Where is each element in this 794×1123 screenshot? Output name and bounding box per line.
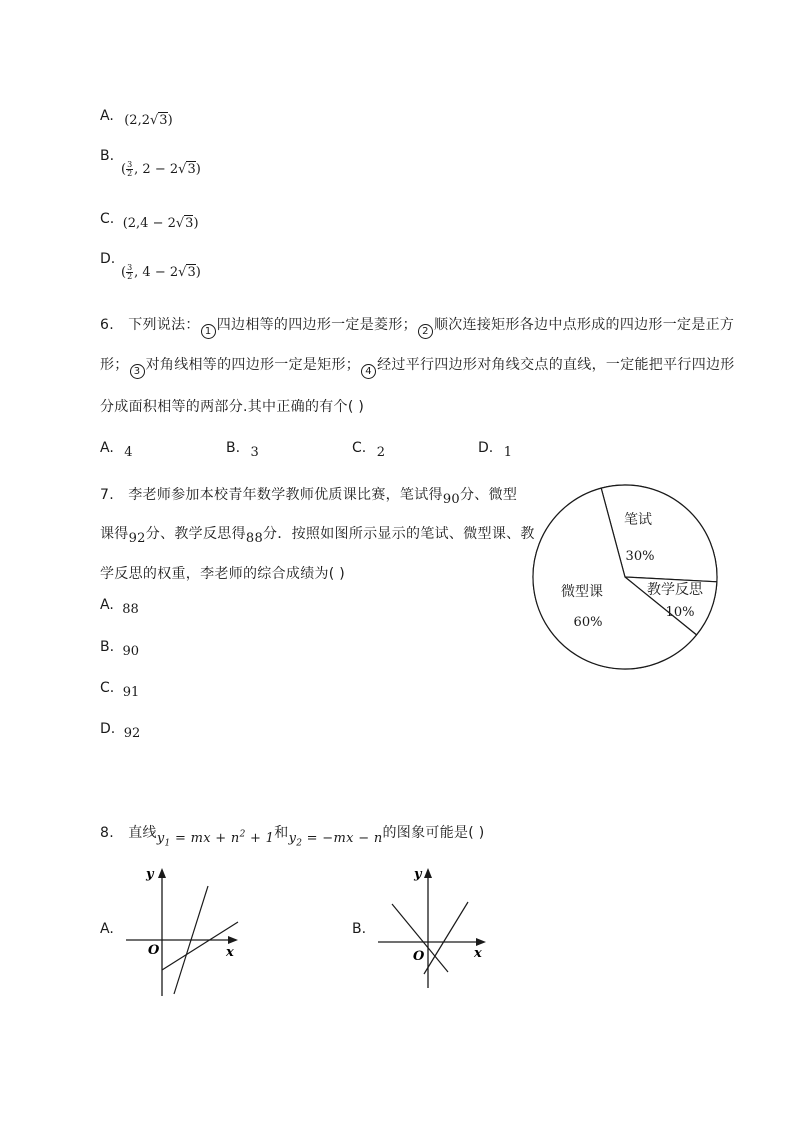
q5-option-d-value: ( $\frac{3}{2}$ , 4 − 2√3): [121, 263, 201, 281]
q8-graph-a[interactable]: [120, 860, 250, 1000]
q6-option-b[interactable]: B. 3: [226, 440, 259, 460]
q5-option-b-value: ( $\frac{3}{2}$ , 2 − 2√3): [121, 160, 201, 178]
q6-line-3: 分成面积相等的两部分.其中正确的有个( ): [100, 399, 365, 415]
q6-line-2: 形； 3 对角线相等的四边形一定是矩形； 4 经过平行四边形对角线交点的直线，一定能把平行四边形: [100, 357, 735, 377]
option-label: B.: [100, 148, 115, 164]
axis-label-y: y: [146, 867, 154, 882]
graph-line-2: [424, 902, 468, 974]
pie-slice-label: 笔试: [624, 512, 652, 528]
q7-line-1: 7. 李老师参加本校青年数学教师优质课比赛，笔试得90分、微型: [100, 487, 518, 507]
equation-y2: $y_2 = -mx - n$: [288, 831, 383, 849]
x-axis-arrow-icon: [228, 936, 238, 944]
q7-line-2: 课得92分、教学反思得88分．按照如图所示显示的笔试、微型课、教: [100, 526, 535, 546]
fraction: $\frac{3}{2}$: [127, 160, 133, 178]
fraction: $\frac{3}{2}$: [127, 263, 133, 281]
q7-option-a[interactable]: A. 88: [100, 597, 139, 617]
y-axis-arrow-icon: [158, 868, 166, 878]
q6-option-c[interactable]: C. 2: [352, 440, 385, 460]
q8-graph-b[interactable]: [372, 860, 502, 1000]
circled-number-1: 1: [201, 324, 216, 339]
q8-option-b-label[interactable]: B.: [352, 921, 367, 937]
pie-chart: [520, 470, 730, 680]
q6-option-d[interactable]: D. 1: [478, 440, 512, 460]
q8-option-a-label[interactable]: A.: [100, 921, 114, 937]
circled-number-3: 3: [130, 364, 145, 379]
q6-option-a[interactable]: A. 4: [100, 440, 133, 460]
question-number: 6.: [100, 317, 114, 333]
axis-label-x: x: [226, 945, 234, 960]
equation-y1: $y_1$ = mx + $n^2 + 1$: [156, 829, 275, 849]
circled-number-2: 2: [418, 324, 433, 339]
option-value: (2,2√3): [124, 113, 173, 128]
q7-option-c[interactable]: C. 91: [100, 680, 140, 700]
pie-slice-label: 教学反思: [647, 582, 703, 598]
q7-option-b[interactable]: B. 90: [100, 639, 140, 659]
axis-label-y: y: [414, 867, 422, 882]
option-label: C.: [100, 211, 115, 227]
q7-option-d[interactable]: D. 92: [100, 721, 141, 741]
q8-stem: 8. 直线$y_1$ = mx + $n^2 + 1$和$y_2 = -mx - n$的图象可能是( ): [100, 825, 485, 849]
pie-slice-percent: 60%: [573, 615, 603, 630]
q5-option-a[interactable]: [100, 108, 173, 128]
origin-label: O: [148, 943, 160, 958]
q6-line-1: 6. 下列说法： 1 四边相等的四边形一定是菱形； 2 顺次连接矩形各边中点形成的四边形一定是正方: [100, 317, 735, 337]
origin-label: O: [413, 949, 425, 964]
option-label: D.: [100, 251, 116, 267]
q5-option-b[interactable]: [100, 148, 114, 164]
option-value: (2,4 − 2√3): [122, 216, 199, 231]
question-number: 8.: [100, 825, 114, 841]
axis-label-x: x: [474, 946, 482, 961]
q5-option-d[interactable]: [100, 251, 115, 267]
q7-line-3: 学反思的权重，李老师的综合成绩为( ): [100, 566, 346, 582]
option-label: A.: [100, 108, 114, 124]
pie-slice-percent: 10%: [665, 605, 695, 620]
q5-option-c[interactable]: [100, 211, 199, 231]
question-number: 7.: [100, 487, 114, 503]
y-axis-arrow-icon: [424, 868, 432, 878]
pie-slice-percent: 30%: [625, 549, 655, 564]
circled-number-4: 4: [361, 364, 376, 379]
x-axis-arrow-icon: [476, 938, 486, 946]
pie-slice-label: 微型课: [561, 584, 603, 600]
